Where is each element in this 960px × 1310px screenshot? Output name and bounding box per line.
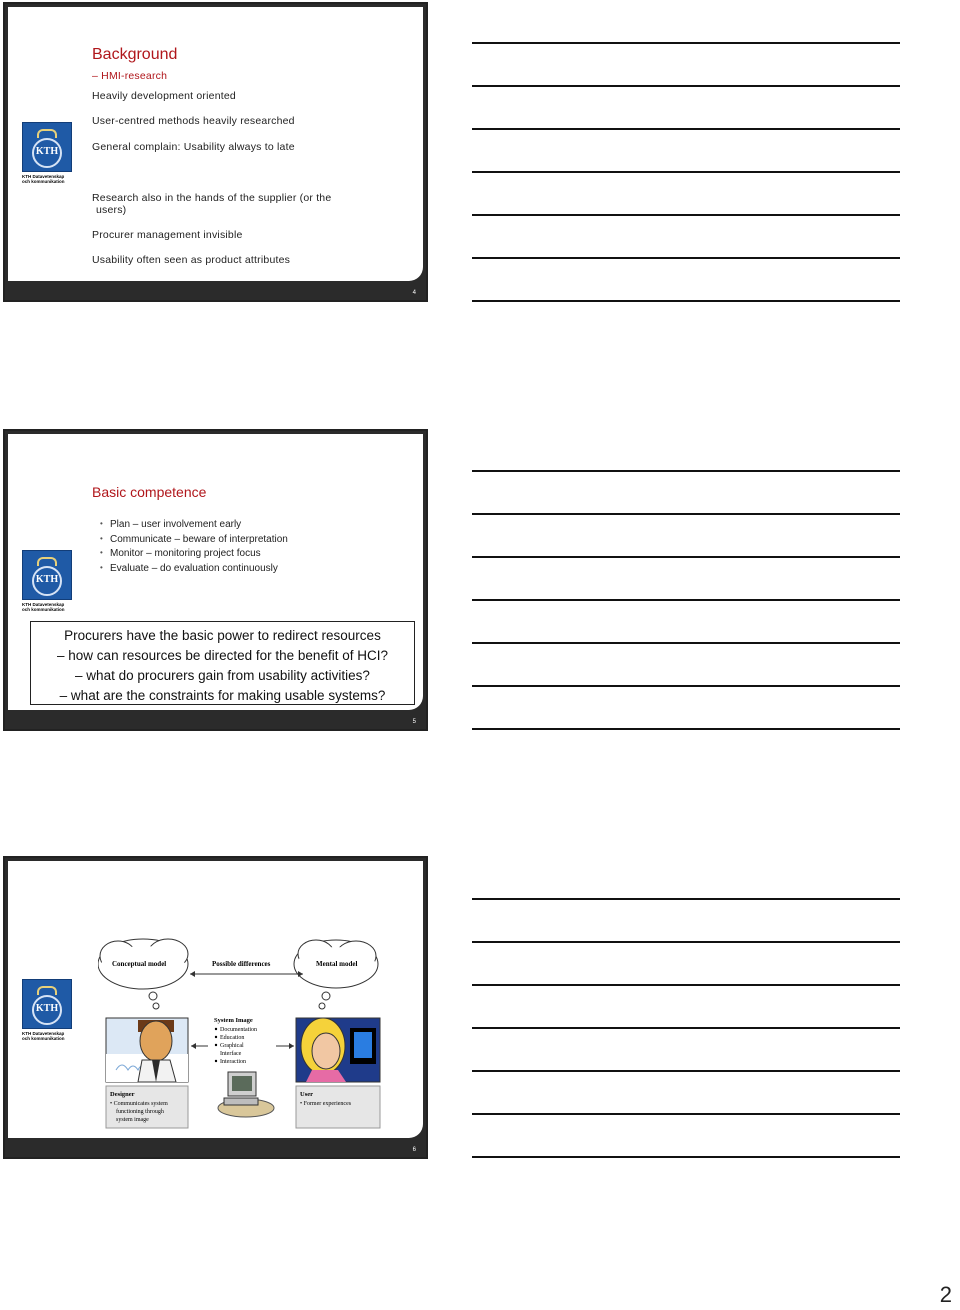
logo-subtitle: KTH Datavetenskap och kommunikation <box>22 602 65 612</box>
system-image-item: Interface <box>220 1051 242 1057</box>
kth-logo <box>22 550 78 612</box>
callout-line: – how can resources be directed for the benefit of HCI? <box>57 648 388 663</box>
slide-5-body <box>0 429 430 731</box>
callout-line: – what are the constraints for making usable systems? <box>59 688 386 703</box>
designer-caption <box>106 1086 188 1128</box>
list-item: • Monitor – monitoring project focus <box>100 548 288 559</box>
computer-icon <box>218 1072 274 1117</box>
designer-illustration <box>106 1018 188 1082</box>
designer-description: system image <box>116 1117 149 1123</box>
list-item: • Plan – user involvement early <box>100 519 288 530</box>
bullet-marks <box>215 1028 217 1062</box>
text-line: Heavily development oriented <box>92 90 236 102</box>
logo-subtitle: KTH Datavetenskap och kommunikation <box>22 1031 65 1041</box>
text-line: Procurer management invisible <box>92 229 243 241</box>
system-image-item: Graphical <box>220 1043 244 1049</box>
bullet-list <box>100 519 288 577</box>
text-line: Usability often seen as product attributes <box>92 254 291 266</box>
callout-line: – what do procurers gain from usability activities? <box>75 668 370 683</box>
designer-title: Designer <box>110 1091 135 1098</box>
user-description: • Former experiences <box>300 1101 352 1107</box>
system-image-item: Documentation <box>220 1027 257 1033</box>
conceptual-model-figure <box>98 936 398 1136</box>
text-line: Research also in the hands of the supplier (or the <box>92 192 332 204</box>
list-item: • Communicate – beware of interpretation <box>100 534 288 545</box>
text-line: General complain: Usability always to late <box>92 141 295 153</box>
user-illustration <box>296 1018 380 1082</box>
designer-description: functioning through <box>116 1109 164 1115</box>
slide-number: 5 <box>412 719 416 725</box>
system-image <box>191 1017 294 1117</box>
kth-logo <box>22 122 78 184</box>
logo-subtitle: KTH Datavetenskap och kommunikation <box>22 174 65 184</box>
system-image-title: System Image <box>214 1017 253 1024</box>
slide-title: Background <box>92 46 178 63</box>
designer-description: • Communicates system <box>110 1101 168 1107</box>
slide-subtitle: – HMI-research <box>92 70 168 82</box>
list-item: • Evaluate – do evaluation continuously <box>100 563 288 574</box>
system-image-item: Education <box>220 1035 245 1041</box>
kth-logo <box>22 979 78 1041</box>
possible-differences-label: Possible differences <box>212 960 271 968</box>
slide-title: Basic competence <box>92 484 207 500</box>
page-number: 2 <box>939 1282 952 1307</box>
conceptual-model-label: Conceptual model <box>112 960 167 968</box>
callout-box <box>30 621 415 705</box>
thought-cloud-right <box>294 940 378 1009</box>
slide-number: 6 <box>412 1147 416 1153</box>
kth-crest-icon: KTH <box>22 979 72 1029</box>
mental-model-label: Mental model <box>316 960 358 968</box>
thought-cloud-left <box>98 939 188 1009</box>
slide-6-body <box>0 856 430 1159</box>
text-line: User-centred methods heavily researched <box>92 115 295 127</box>
system-image-item: Interaction <box>220 1059 246 1065</box>
kth-crest-icon: KTH <box>22 122 72 172</box>
text-line: users) <box>96 204 127 216</box>
callout-line: Procurers have the basic power to redirect resources <box>64 628 381 643</box>
kth-crest-icon: KTH <box>22 550 72 600</box>
user-caption <box>296 1086 380 1128</box>
slide-number: 4 <box>412 290 416 296</box>
user-title: User <box>300 1091 313 1098</box>
